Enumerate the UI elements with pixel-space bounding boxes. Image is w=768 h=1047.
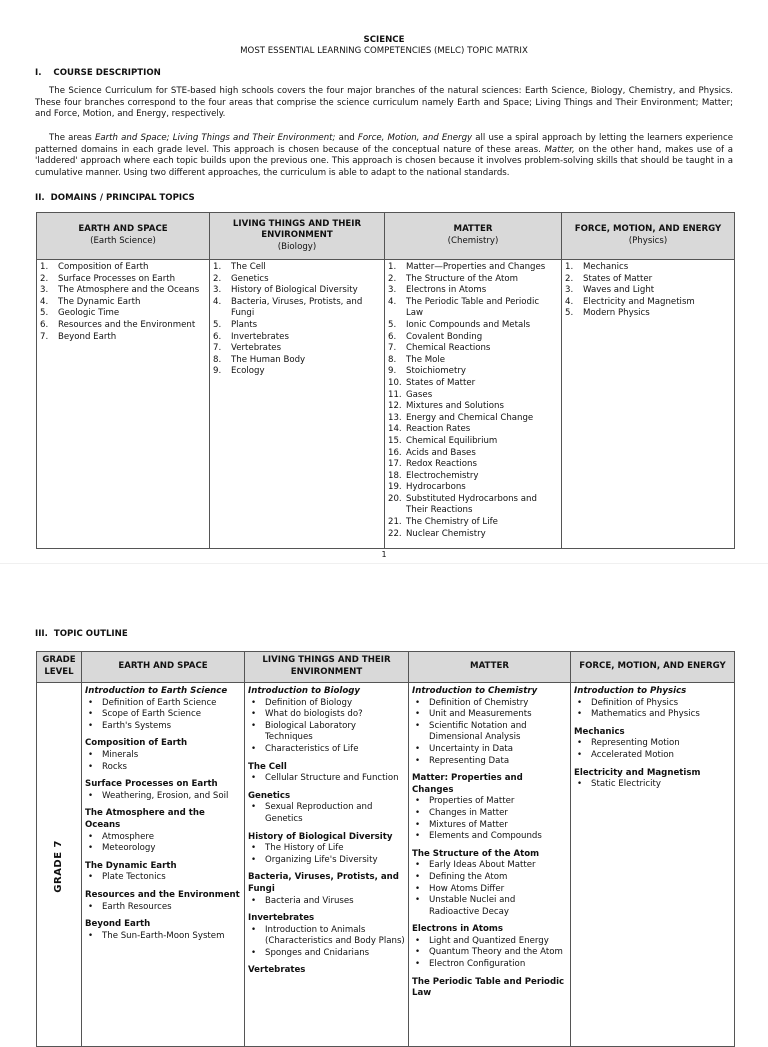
domain-topic-item — [388, 366, 558, 378]
domain-topic-item — [388, 424, 558, 436]
outline-topic-block — [85, 779, 241, 802]
item-label: Covalent Bonding — [406, 331, 483, 342]
outline-subtopic-list — [412, 698, 567, 768]
domain-header-matter: MATTER (Chemistry) — [385, 213, 562, 260]
outline-header-earth: EARTH AND SPACE — [82, 652, 245, 683]
item-number: 21. — [388, 517, 402, 528]
outline-topic-block — [412, 924, 567, 970]
item-number: 7. — [388, 343, 397, 354]
outline-topic-block — [85, 890, 241, 913]
domain-topic-item — [213, 366, 381, 378]
item-number: 5. — [388, 319, 397, 330]
outline-subtopic-item: • Plate Tectonics — [85, 872, 241, 884]
domain-topic-item — [388, 262, 558, 274]
outline-topic-title: Introduction to Biology — [248, 686, 361, 696]
outline-topic-block — [248, 872, 405, 907]
domain-topic-item — [388, 482, 558, 494]
outline-subtopic-item: • Accelerated Motion — [574, 750, 731, 762]
domain-topic-item — [388, 355, 558, 367]
item-label: The Human Body — [231, 354, 306, 365]
outline-header-force: FORCE, MOTION, AND ENERGY — [571, 652, 735, 683]
outline-subtopic-item: • Representing Motion — [574, 738, 731, 750]
domain-topic-item — [213, 320, 381, 332]
domain-topic-item — [565, 308, 731, 320]
outline-topic-title: Introduction to Physics — [574, 686, 687, 696]
domain-topic-item — [565, 285, 731, 297]
domain-topic-item — [213, 355, 381, 367]
item-label: Vertebrates — [231, 343, 282, 354]
item-number: 2. — [40, 273, 49, 284]
item-number: 4. — [213, 296, 222, 307]
outline-matter-cell — [409, 683, 571, 1047]
outline-topic-title: Genetics — [248, 790, 291, 801]
page-number: 1 — [381, 550, 387, 559]
item-label: Geologic Time — [58, 308, 120, 319]
outline-topic-title: Mechanics — [574, 726, 625, 737]
outline-subtopic-item: • Mixtures of Matter — [412, 820, 567, 832]
outline-subtopic-item: • Minerals — [85, 750, 241, 762]
item-number: 1. — [40, 262, 49, 272]
domain-topic-item — [40, 274, 206, 286]
item-number: 4. — [388, 296, 397, 307]
outline-subtopic-item: • Definition of Biology — [248, 698, 405, 710]
domain-topic-item — [388, 436, 558, 448]
item-label: Electrochemistry — [406, 470, 479, 481]
outline-subtopic-item: • Sponges and Cnidarians — [248, 948, 405, 960]
outline-subtopic-item: • How Atoms Differ — [412, 884, 567, 896]
domain-list-force — [562, 260, 735, 549]
page-divider — [0, 563, 768, 564]
outline-subtopic-item: • Properties of Matter — [412, 796, 567, 808]
domain-topic-item — [388, 343, 558, 355]
outline-subtopic-item: • Static Electricity — [574, 779, 731, 791]
item-label: Modern Physics — [583, 308, 650, 319]
outline-topic-title: Vertebrates — [248, 965, 306, 976]
item-label: Electricity and Magnetism — [583, 296, 695, 307]
outline-topic-title: Invertebrates — [248, 913, 315, 924]
item-label: Mechanics — [583, 262, 629, 272]
grade-level-cell — [37, 683, 82, 1047]
outline-topic-block — [574, 727, 731, 762]
outline-subtopic-item: • Scope of Earth Science — [85, 709, 241, 721]
item-label: The Periodic Table and Periodic Law — [406, 296, 540, 319]
outline-subtopic-item: • Biological Laboratory Techniques — [248, 721, 405, 744]
outline-subtopic-item: • Definition of Physics — [574, 698, 731, 710]
outline-subtopic-item: • Rocks — [85, 762, 241, 774]
item-label: The Cell — [231, 262, 266, 272]
item-number: 1. — [388, 262, 397, 272]
outline-topic-block — [248, 913, 405, 959]
item-number: 1. — [213, 262, 222, 272]
domain-topic-item — [40, 308, 206, 320]
item-number: 18. — [388, 470, 402, 481]
outline-topic-block — [248, 832, 405, 867]
item-number: 22. — [388, 528, 402, 539]
domain-topic-item — [388, 459, 558, 471]
item-number: 11. — [388, 389, 402, 400]
outline-subtopic-list — [412, 936, 567, 971]
domain-topic-item — [388, 413, 558, 425]
outline-subtopic-item: • Early Ideas About Matter — [412, 860, 567, 872]
item-label: Genetics — [231, 273, 269, 284]
item-label: Surface Processes on Earth — [58, 273, 176, 284]
domain-topic-item — [388, 471, 558, 483]
item-number: 3. — [40, 285, 49, 296]
outline-living-cell — [245, 683, 409, 1047]
item-label: Mixtures and Solutions — [406, 401, 504, 412]
outline-subtopic-list — [248, 896, 405, 908]
domain-topic-item — [388, 390, 558, 402]
outline-subtopic-item: • Definition of Chemistry — [412, 698, 567, 710]
document-subtitle: MOST ESSENTIAL LEARNING COMPETENCIES (MELC) TOPIC MATRIX — [240, 46, 528, 56]
item-label: The Dynamic Earth — [58, 296, 141, 307]
outline-subtopic-item: • Representing Data — [412, 756, 567, 768]
item-label: The Chemistry of Life — [406, 517, 498, 528]
domain-topic-item — [40, 320, 206, 332]
outline-subtopic-item: • Atmosphere — [85, 832, 241, 844]
item-number: 19. — [388, 482, 402, 493]
outline-topic-block — [412, 686, 567, 767]
item-label: Stoichiometry — [406, 366, 466, 377]
item-label: Chemical Reactions — [406, 343, 491, 354]
outline-force-cell — [571, 683, 735, 1047]
outline-subtopic-item: • Earth Resources — [85, 902, 241, 914]
outline-subtopic-item: • What do biologists do? — [248, 709, 405, 721]
outline-subtopic-item: • The Sun-Earth-Moon System — [85, 931, 241, 943]
outline-subtopic-item: • Changes in Matter — [412, 808, 567, 820]
section-2-heading: II. DOMAINS / PRINCIPAL TOPICS — [35, 193, 195, 203]
item-number: 9. — [213, 366, 222, 377]
domain-topic-item — [40, 297, 206, 309]
item-number: 13. — [388, 412, 402, 423]
outline-topic-title: The Structure of the Atom — [412, 848, 540, 859]
outline-topic-title: Matter: Properties and Changes — [412, 773, 523, 795]
outline-subtopic-list — [85, 750, 241, 773]
outline-subtopic-item: • Earth's Systems — [85, 721, 241, 733]
outline-subtopic-list — [248, 698, 405, 756]
domain-topic-item — [388, 401, 558, 413]
domain-topic-item — [388, 378, 558, 390]
outline-topic-title: The Cell — [248, 761, 287, 772]
item-label: Matter—Properties and Changes — [406, 262, 546, 272]
domain-header-living: LIVING THINGS AND THEIR ENVIRONMENT (Biology) — [210, 213, 385, 260]
course-description-para-2: The areas Earth and Space; Living Things and Their Environment; and Force, Motion, and Energy all use a spiral approach by letting the learners experience patterned domains in each grade level. This approach is chosen because of the conceptual nature of these areas. Matter, on the other hand, makes use of a 'laddered' approach where each topic builds upon the previous one. This approach is chosen because it involves problem-solving skills that should be taught in a cumulative manner. Using two different approaches, the curriculum is able to adapt to the national standards. — [35, 133, 733, 178]
item-label: Hydrocarbons — [406, 482, 466, 493]
item-number: 1. — [565, 262, 574, 272]
outline-subtopic-item: • Sexual Reproduction and Genetics — [248, 802, 405, 825]
outline-topic-block — [85, 686, 241, 732]
domain-header-earth: EARTH AND SPACE (Earth Science) — [37, 213, 210, 260]
item-number: 15. — [388, 435, 402, 446]
item-label: Nuclear Chemistry — [406, 528, 486, 539]
domains-table — [36, 212, 735, 549]
item-number: 7. — [40, 331, 49, 342]
item-label: History of Biological Diversity — [231, 285, 358, 296]
outline-subtopic-item: • Weathering, Erosion, and Soil — [85, 791, 241, 803]
item-number: 10. — [388, 377, 402, 388]
outline-header-grade-level: GRADE LEVEL — [37, 652, 82, 683]
item-label: The Atmosphere and the Oceans — [58, 285, 200, 296]
domain-topic-item — [388, 448, 558, 460]
item-number: 9. — [388, 366, 397, 377]
item-label: Waves and Light — [583, 285, 655, 296]
outline-header-matter: MATTER — [409, 652, 571, 683]
item-label: Composition of Earth — [58, 262, 149, 272]
domain-topic-item — [565, 297, 731, 309]
domain-topic-item — [213, 332, 381, 344]
outline-topic-block — [412, 977, 567, 1000]
domain-header-force: FORCE, MOTION, AND ENERGY (Physics) — [562, 213, 735, 260]
outline-topic-block — [248, 965, 405, 977]
outline-subtopic-list — [248, 843, 405, 866]
outline-topic-block — [412, 849, 567, 919]
topic-outline-table — [36, 651, 735, 1047]
domain-topic-item — [388, 517, 558, 529]
outline-topic-block — [248, 686, 405, 756]
outline-subtopic-list — [574, 738, 731, 761]
domain-list-living — [210, 260, 385, 549]
section-1-heading: I. COURSE DESCRIPTION — [35, 68, 161, 78]
item-number: 5. — [40, 308, 49, 319]
outline-subtopic-item: • Meteorology — [85, 843, 241, 855]
domain-topic-item — [213, 274, 381, 286]
item-number: 6. — [388, 331, 397, 342]
domain-topic-item — [388, 529, 558, 541]
item-number: 20. — [388, 493, 402, 504]
outline-topic-block — [85, 738, 241, 773]
item-label: Reaction Rates — [406, 424, 471, 435]
outline-topic-block — [248, 791, 405, 826]
grade-label: GRADE 7 — [53, 839, 65, 893]
domain-list-earth — [37, 260, 210, 549]
outline-subtopic-item: • Scientific Notation and Dimensional Analysis — [412, 721, 567, 744]
item-number: 6. — [213, 331, 222, 342]
course-description-para-1: The Science Curriculum for STE-based high schools covers the four major branches of the natural sciences: Earth Science, Biology, Chemistry, and Physics. These four branches correspond to the four areas that comprise the science curriculum namely Earth and Space; Living Things and Their Environment; Matter; and Force, Motion, and Energy, respectively. — [35, 86, 733, 120]
item-number: 4. — [565, 296, 574, 307]
outline-earth-cell — [82, 683, 245, 1047]
outline-subtopic-list — [85, 698, 241, 733]
outline-subtopic-item: • Electron Configuration — [412, 959, 567, 971]
outline-subtopic-item: • Defining the Atom — [412, 872, 567, 884]
outline-subtopic-item: • Characteristics of Life — [248, 744, 405, 756]
domain-topic-item — [565, 262, 731, 274]
outline-subtopic-list — [248, 802, 405, 825]
item-number: 3. — [565, 285, 574, 296]
section-3-heading: III. TOPIC OUTLINE — [35, 629, 128, 639]
item-number: 7. — [213, 343, 222, 354]
item-label: Redox Reactions — [406, 459, 477, 470]
outline-subtopic-item: • Uncertainty in Data — [412, 744, 567, 756]
item-number: 12. — [388, 401, 402, 412]
outline-topic-title: Bacteria, Viruses, Protists, and Fungi — [248, 872, 399, 894]
document-title: SCIENCE — [363, 35, 405, 45]
item-label: Acids and Bases — [406, 447, 476, 458]
outline-topic-block — [248, 762, 405, 785]
domain-topic-item — [388, 297, 558, 320]
item-label: The Structure of the Atom — [406, 273, 518, 284]
outline-topic-title: Introduction to Chemistry — [412, 686, 538, 696]
item-number: 2. — [388, 273, 397, 284]
item-number: 5. — [565, 308, 574, 319]
item-number: 17. — [388, 459, 402, 470]
item-number: 6. — [40, 319, 49, 330]
domain-topic-item — [213, 343, 381, 355]
outline-subtopic-item: • Definition of Earth Science — [85, 698, 241, 710]
item-label: Substituted Hydrocarbons and Their Reactions — [406, 493, 537, 516]
item-number: 2. — [213, 273, 222, 284]
item-label: Resources and the Environment — [58, 319, 196, 330]
outline-topic-block — [85, 861, 241, 884]
outline-subtopic-item: • Elements and Compounds — [412, 831, 567, 843]
outline-subtopic-list — [85, 902, 241, 914]
outline-topic-title: History of Biological Diversity — [248, 831, 393, 842]
outline-header-living: LIVING THINGS AND THEIR ENVIRONMENT — [245, 652, 409, 683]
outline-subtopic-list — [248, 773, 405, 785]
item-label: The Mole — [406, 354, 446, 365]
outline-subtopic-list — [574, 698, 731, 721]
domain-topic-item — [388, 494, 558, 517]
outline-topic-title: The Periodic Table and Periodic Law — [412, 976, 565, 999]
outline-subtopic-list — [85, 931, 241, 943]
outline-topic-block — [574, 686, 731, 721]
outline-topic-block — [412, 773, 567, 843]
page-2 — [0, 565, 768, 1024]
outline-subtopic-item: • Unit and Measurements — [412, 709, 567, 721]
item-number: 5. — [213, 319, 222, 330]
domain-topic-item — [388, 285, 558, 297]
outline-topic-title: The Atmosphere and the Oceans — [85, 808, 205, 830]
item-label: States of Matter — [583, 273, 653, 284]
item-number: 3. — [213, 285, 222, 296]
item-number: 14. — [388, 424, 402, 435]
outline-subtopic-list — [248, 925, 405, 960]
item-label: Ionic Compounds and Metals — [406, 319, 531, 330]
outline-subtopic-list — [412, 860, 567, 918]
outline-topic-title: Introduction to Earth Science — [85, 686, 228, 696]
item-number: 8. — [388, 354, 397, 365]
domain-topic-item — [388, 274, 558, 286]
outline-subtopic-item: • Bacteria and Viruses — [248, 896, 405, 908]
outline-subtopic-item: • Mathematics and Physics — [574, 709, 731, 721]
domain-topic-item — [40, 332, 206, 344]
domain-topic-item — [565, 274, 731, 286]
outline-subtopic-item: • The History of Life — [248, 843, 405, 855]
outline-subtopic-list — [85, 872, 241, 884]
item-label: Bacteria, Viruses, Protists, and Fungi — [231, 296, 363, 319]
outline-topic-title: Electricity and Magnetism — [574, 767, 701, 778]
outline-subtopic-list — [574, 779, 731, 791]
item-label: Ecology — [231, 366, 265, 377]
outline-topic-title: Beyond Earth — [85, 919, 151, 930]
outline-subtopic-item: • Quantum Theory and the Atom — [412, 947, 567, 959]
item-number: 3. — [388, 285, 397, 296]
item-label: Energy and Chemical Change — [406, 412, 534, 423]
outline-subtopic-item: • Organizing Life's Diversity — [248, 855, 405, 867]
outline-topic-block — [85, 808, 241, 854]
outline-subtopic-list — [85, 832, 241, 855]
domain-topic-item — [213, 285, 381, 297]
item-number: 2. — [565, 273, 574, 284]
item-label: Electrons in Atoms — [406, 285, 487, 296]
domain-list-matter — [385, 260, 562, 549]
item-label: Beyond Earth — [58, 331, 117, 342]
item-label: Plants — [231, 319, 258, 330]
item-label: Chemical Equilibrium — [406, 435, 498, 446]
domain-topic-item — [40, 262, 206, 274]
item-number: 4. — [40, 296, 49, 307]
domain-topic-item — [388, 332, 558, 344]
outline-subtopic-item: • Cellular Structure and Function — [248, 773, 405, 785]
domain-topic-item — [213, 262, 381, 274]
item-number: 16. — [388, 447, 402, 458]
outline-subtopic-item: • Unstable Nuclei and Radioactive Decay — [412, 895, 567, 918]
outline-topic-title: Electrons in Atoms — [412, 924, 504, 935]
item-label: Gases — [406, 389, 433, 400]
outline-topic-title: Resources and the Environment — [85, 889, 240, 900]
domain-topic-item — [388, 320, 558, 332]
item-label: Invertebrates — [231, 331, 289, 342]
outline-subtopic-list — [412, 796, 567, 842]
item-label: States of Matter — [406, 377, 476, 388]
outline-subtopic-list — [85, 791, 241, 803]
domain-topic-item — [40, 285, 206, 297]
outline-subtopic-item: • Light and Quantized Energy — [412, 936, 567, 948]
outline-topic-title: The Dynamic Earth — [85, 860, 177, 871]
domain-topic-item — [213, 297, 381, 320]
item-number: 8. — [213, 354, 222, 365]
outline-subtopic-item: • Introduction to Animals (Characteristics and Body Plans) — [248, 925, 405, 948]
outline-topic-title: Surface Processes on Earth — [85, 779, 218, 790]
outline-topic-block — [85, 919, 241, 942]
outline-topic-title: Composition of Earth — [85, 738, 188, 749]
outline-topic-block — [574, 768, 731, 791]
